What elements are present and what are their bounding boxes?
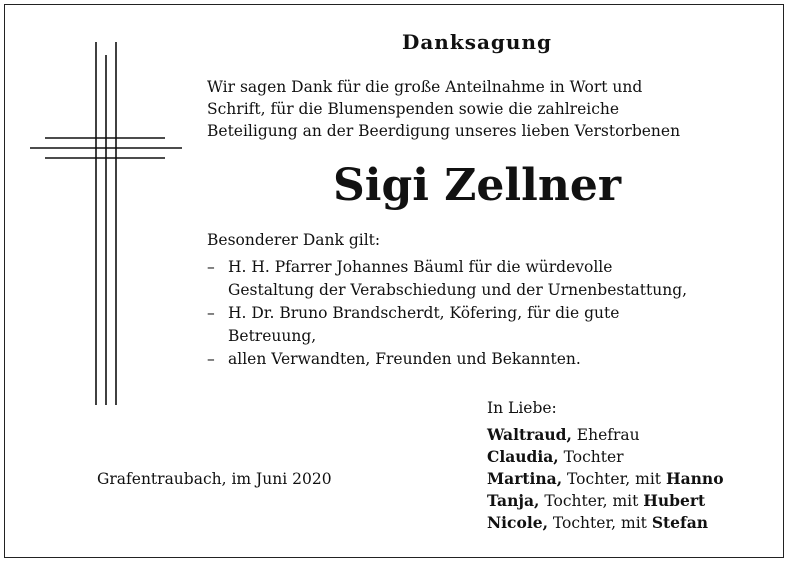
list-item	[207, 256, 767, 302]
mourner-name: Martina,	[487, 469, 563, 488]
page-title: Danksagung	[402, 30, 552, 54]
mourners-list	[487, 424, 724, 534]
cross-icon	[0, 0, 200, 420]
intro-text	[207, 76, 767, 142]
place-date: Grafentraubach, im Juni 2020	[97, 470, 332, 488]
mourner-row	[487, 490, 724, 512]
dash-marker: –	[207, 258, 215, 276]
dash-marker: –	[207, 350, 215, 368]
intro-line: Wir sagen Dank für die große Anteilnahme in Wort und	[207, 78, 643, 96]
mourner-row	[487, 424, 724, 446]
special-thanks-list	[207, 256, 767, 371]
list-item	[207, 348, 767, 371]
mourner-name: Waltraud,	[487, 425, 572, 444]
mourner-name: Claudia,	[487, 447, 559, 466]
mourner-relation: Ehefrau	[571, 426, 640, 444]
intro-line: Beteiligung an der Beerdigung unseres lieben Verstorbenen	[207, 122, 681, 140]
mourner-partner: Stefan	[651, 513, 709, 532]
mourner-partner: Hanno	[665, 469, 724, 488]
list-item	[207, 302, 767, 348]
list-item-line: Gestaltung der Verabschiedung und der Urnenbestattung,	[228, 281, 688, 299]
intro-line: Schrift, für die Blumenspenden sowie die zahlreiche	[207, 100, 620, 118]
mourner-name: Nicole,	[487, 513, 548, 532]
mourner-relation: Tochter, mit	[547, 514, 652, 532]
mourner-relation: Tochter, mit	[539, 492, 644, 510]
list-item-line: Betreuung,	[228, 327, 317, 345]
list-item-line: H. Dr. Bruno Brandscherdt, Köfering, für die gute	[228, 304, 620, 322]
mourner-row	[487, 468, 724, 490]
dash-marker: –	[207, 304, 215, 322]
special-thanks-title: Besonderer Dank gilt:	[207, 231, 381, 249]
mourner-relation: Tochter, mit	[562, 470, 666, 488]
list-item-line: H. H. Pfarrer Johannes Bäuml für die würdevolle	[228, 258, 613, 276]
list-item-line: allen Verwandten, Freunden und Bekannten.	[228, 350, 581, 368]
mourner-relation: Tochter	[558, 448, 624, 466]
mourner-name: Tanja,	[487, 491, 540, 510]
mourner-row	[487, 446, 724, 468]
in-love-label: In Liebe:	[487, 399, 557, 417]
mourner-partner: Hubert	[643, 491, 706, 510]
deceased-name: Sigi Zellner	[333, 160, 621, 211]
mourner-row	[487, 512, 724, 534]
